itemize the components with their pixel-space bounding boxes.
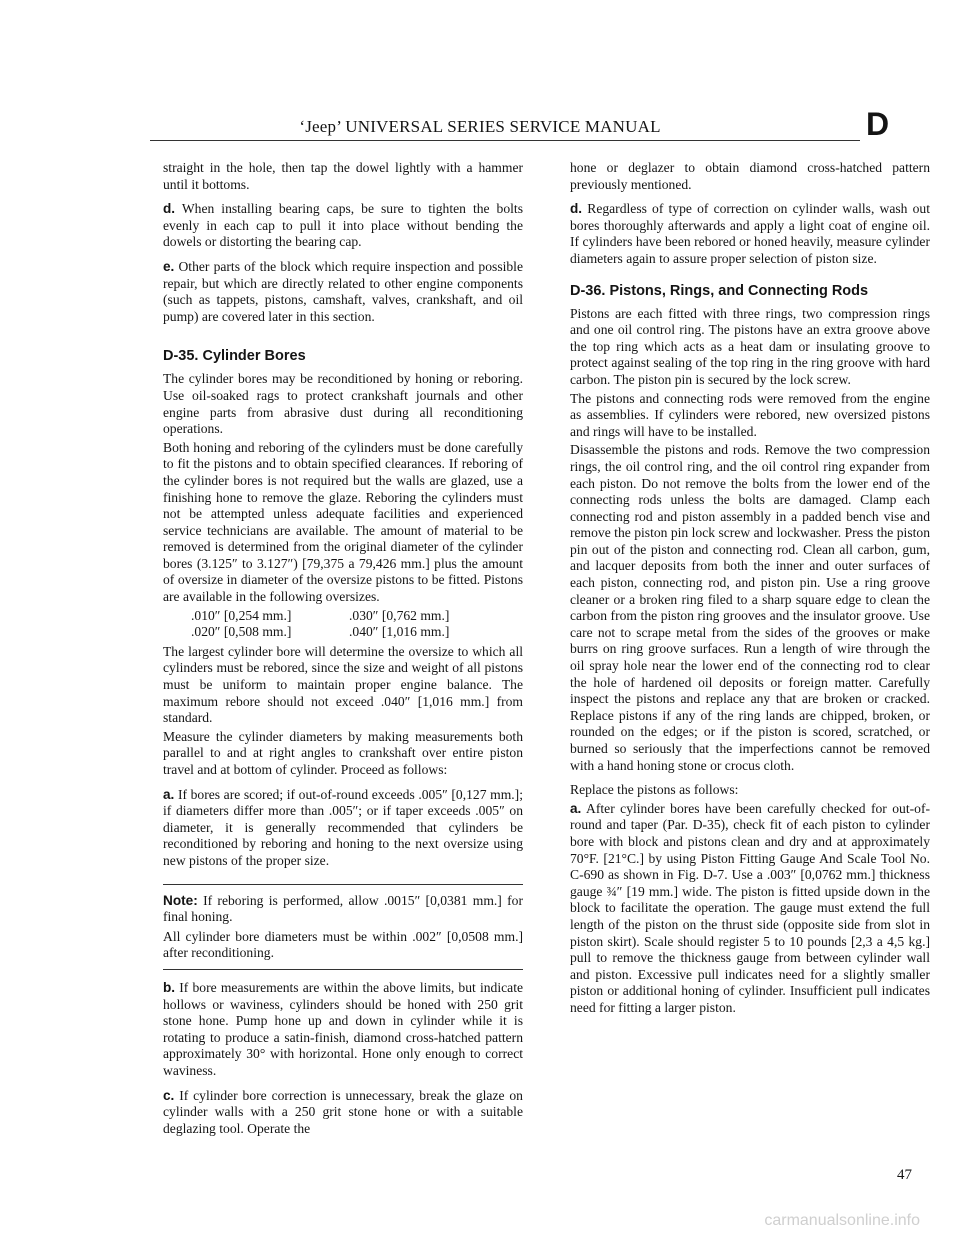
note-box — [163, 884, 523, 970]
paragraph: The cylinder bores may be reconditioned by honing or reboring. Use oil-soaked rags to protect crankshaft journals and other engine parts from abrasive dust during all reconditioning operations. — [163, 371, 523, 437]
paragraph: The pistons and connecting rods were removed from the engine as assemblies. If cylinders were rebored, new oversized pistons and rings will have to be installed. — [570, 390, 930, 439]
note-line: All cylinder bore diameters must be within .002″ [0,0508 mm.] after reconditioning. — [163, 928, 523, 961]
paragraph: Disassemble the pistons and rods. Remove the two compression rings, the oil control ring, and the oil control ring expander from each piston. Do not remove the bolts from the lower end of the connecting rods unless the bolts are damaged. Clamp each connecting rod and piston assembly in a padded bench vise and remove the piston pin lock screw and lockwasher. Press the piston pin out of the piston and connecting rod. Clean all carbon, gum, and lacquer deposits from both the inner and outer surfaces of each piston, connecting rod, and piston pin. Use a ring groove cleaner or a broken ring filed to a sharp square edge to clean the carbon from the piston ring grooves and the insulator groove. Use care not to scrape metal from the sides of the grooves or make burrs on ring groove surfaces. Run a length of wire through the oil spray hole near the lower end of the connecting rod to clear the hole of hardened oil deposits or foreign matter. Carefully inspect the pistons and replace any that are broken or cracked. Replace pistons if any of the ring lands are chipped, broken, or rounded on the edges; or if the piston is scored, scratched, or burned so seriously that the imperfections cannot be removed with a hand honing stone or crocus cloth. — [570, 442, 930, 773]
page-header — [0, 106, 960, 142]
step-a: a. After cylinder bores have been carefully checked for out-of-round and taper (Par. D-35), check fit of each piston to cylinder bore with block and pistons clean and dry and at approximately 70°F. [21°C.] by using Piston Fitting Gauge And Scale Tool No. C-690 as shown in Fig. D-7. Use a .003″ [0,0762 mm.] thickness gauge ¾″ [19 mm.] wide. The piston is fitted upside down in the block to facilitate the operation. The gauge must extend the full length of the piston on the thrust side (opposite side from slot in piston skirt). Scale should register 5 to 10 pounds [2,3 a 4,5 kg.] pull to remove the thickness gauge from between cylinder wall and piston. Excessive pull indicates need for a slightly smaller piston or additional honing of cylinder. Insufficient pull indicates need for fitting a larger piston. — [570, 800, 930, 1015]
paragraph: straight in the hole, then tap the dowel lightly with a hammer until it bottoms. — [163, 160, 523, 192]
step-c: c. If cylinder bore correction is unnecessary, break the glaze on cylinder walls with a 250 grit stone hone or with a suitable deglazing tool. Operate the — [163, 1087, 523, 1136]
oversize-row: .010″ [0,254 mm.] .030″ [0,762 mm.] — [191, 607, 450, 623]
paragraph: Both honing and reboring of the cylinders must be done carefully to fit the pistons and to obtain specified clearances. If reboring of the cylinder bores is not required but the walls are glazed, use a finishing hone to remove the glaze. Reboring the cylinders must not be attempted unless adequate facilities and experienced service technicians are available. The amount of material to be removed is determined from the original diameter of the cylinder bores (3.125″ to 3.127″) [79,375 a 79,426 mm.] plus the amount of oversize in diameter of the oversize pistons to be fitted. Pistons are available in the following oversizes. — [163, 439, 523, 605]
paragraph: hone or deglazer to obtain diamond cross-hatched pattern previously mentioned. — [570, 160, 930, 192]
left-column — [163, 160, 523, 1145]
paragraph: Pistons are each fitted with three rings, two compression rings and one oil control ring. The pistons have an extra groove above the top ring which acts as a heat dam or insulating groove to protect against sealing of the top ring in the ring groove with hard carbon. The piston pin is secured by the lock screw. — [570, 305, 930, 387]
section-heading-pistons: D-36. Pistons, Rings, and Connecting Rods — [570, 282, 869, 299]
step-e: e. Other parts of the block which require inspection and possible repair, but which are directly related to other engine components (such as tappets, pistons, camshaft, valves, crankshaft, and oil pump) are covered later in this section. — [163, 258, 523, 324]
paragraph: Measure the cylinder diameters by making measurements both parallel to and at right angles to crankshaft over entire piston travel and at bottom of cylinder. Proceed as follows: — [163, 728, 523, 777]
paragraph: The largest cylinder bore will determine the oversize to which all cylinders must be rebored, since the size and weight of all pistons must be uniform to maintain proper engine balance. The maximum rebore should not exceed .040″ [1,016 mm.] from standard. — [163, 643, 523, 726]
note-line: Note: If reboring is performed, allow .0015″ [0,0381 mm.] for final honing. — [163, 892, 523, 925]
right-column — [570, 160, 930, 1025]
step-d: d. Regardless of type of correction on cylinder walls, wash out bores thoroughly afterwards and apply a light coat of engine oil. If cylinders have been rebored or honed heavily, measure cylinder diameters again to assure proper selection of piston size. — [570, 201, 930, 266]
section-heading-cylinder-bores: D-35. Cylinder Bores — [163, 348, 306, 365]
header-rule — [150, 140, 860, 141]
step-a: a. If bores are scored; if out-of-round exceeds .005″ [0,127 mm.]; if diameters differ more than .005″; or if taper exceeds .005″ on diameter, it is generally recommended that cylinders be reconditioned by reboring and honing to the next oversize using new pistons of the proper size. — [163, 786, 523, 868]
manual-title: ‘Jeep’ UNIVERSAL SERIES SERVICE MANUAL — [299, 117, 661, 136]
paragraph: Replace the pistons as follows: — [570, 782, 739, 798]
oversize-table — [191, 608, 523, 641]
oversize-row: .020″ [0,508 mm.] .040″ [1,016 mm.] — [191, 624, 450, 640]
step-d: d. When installing bearing caps, be sure to tighten the bolts evenly in each cap to pull it into place without bending the dowels or distorting the bearing cap. — [163, 201, 523, 250]
page-number: 47 — [897, 1167, 912, 1183]
section-letter: D — [866, 106, 890, 142]
step-b: b. If bore measurements are within the above limits, but indicate hollows or waviness, cylinders should be honed with 250 grit stone hone. Pump hone up and down in cylinder while it is rotating to produce a satin-finish, diamond cross-hatched pattern approximately 30° with horizontal. Hone only enough to correct waviness. — [163, 979, 524, 1078]
footer-watermark: carmanualsonline.info — [764, 1212, 920, 1229]
